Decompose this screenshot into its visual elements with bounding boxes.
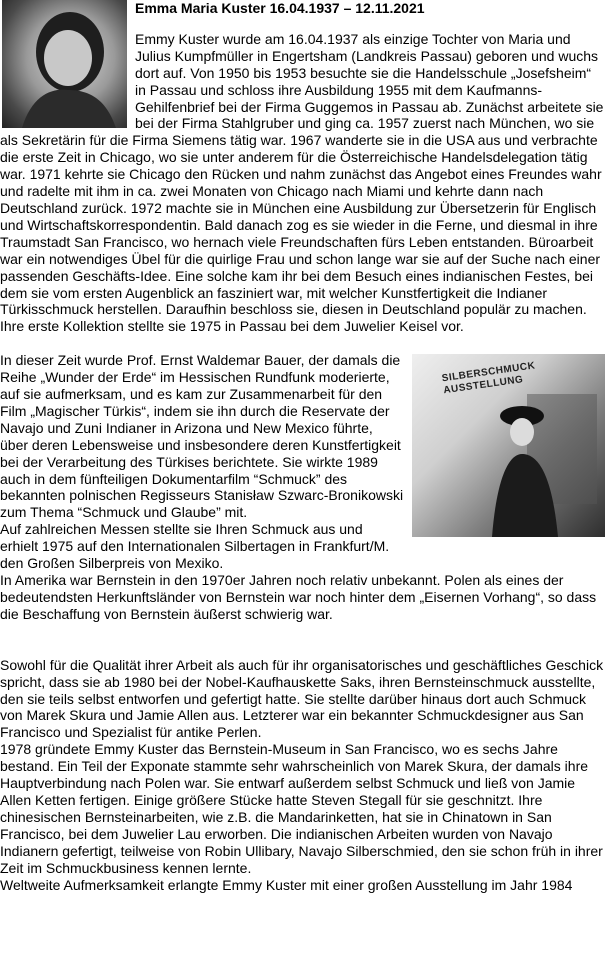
paragraph-amber-america: In Amerika war Bernstein in den 1970er Jahren noch relativ unbekannt. Polen als eines der bedeutendsten Herkunftsländer von Bernstein war noch hinter dem „Eisernen Vorhang“, so dass die Beschaffung von Bernstein äußerst schwierig war.	[0, 572, 597, 622]
portrait-photo	[2, 0, 127, 128]
page-title: Emma Maria Kuster 16.04.1937 – 12.11.2021	[135, 0, 425, 16]
paragraph-awards: Auf zahlreichen Messen stellte sie Ihren Schmuck aus und erhielt 1975 auf den Internationalen Silbertagen in Frankfurt/M. den Großen Silberpreis von Mexiko.	[0, 521, 390, 572]
exhibition-photo	[412, 354, 605, 537]
paragraph-museum: 1978 gründete Emmy Kuster das Bernstein-Museum in San Francisco, wo es sechs Jahre bestand. Ein Teil der Exponate stammte sehr wahrscheinlich von Marek Skura, der damals ihre Hauptverbindung nach Polen war. Sie entwarf außerdem selbst Schmuck und ließ von Jamie Allen Ketten fertigen. Einige größere Stücke hatte Steven Stegall für sie geschnitzt. Ihre chinesischen Bernsteinarbeiten, wie z.B. die Mandarinketten, hat sie in Chinatown in San Francisco, bei dem Juwelier Lau erworben. Die indianischen Arbeiten wurden von Navajo Indianern gefertigt, teilweise von Robin Ullibary, Navajo Silberschmied, den sie schon früh in ihrer Zeit im Schmuckbusiness kennen lernte.	[0, 741, 603, 876]
portrait-photo-icon	[2, 0, 127, 128]
paragraph-film: In dieser Zeit wurde Prof. Ernst Waldemar Bauer, der damals die Reihe „Wunder der Erde“ im Hessischen Rundfunk moderierte, auf sie aufmerksam, und es kam zur Zusammenarbeit für den Film „Magischer Türkis“, indem sie ihn durch die Reservate der Navajo und Zuni Indianer in Arizona und New Mexico führte, über deren Lebensweise und insbesondere deren Kunstfertigkeit bei der Verarbeitung des Türkises berichtete. Sie wirkte 1989 auch in dem fünfteiligen Dokumentarfilm “Schmuck” des bekannten polnischen Regisseurs Stanisław Szwarc-Bronikowski zum Thema “Schmuck und Glaube” mit.	[0, 352, 404, 521]
exhibition-photo-icon	[412, 354, 605, 537]
exhibit-sign-text: SILBERSCHMUCK AUSSTELLUNG	[441, 360, 537, 397]
paragraph-saks: Sowohl für die Qualität ihrer Arbeit als auch für ihr organisatorisches und geschäftliches Geschick spricht, dass sie ab 1980 bei der Nobel-Kaufhauskette Saks, ihren Bernsteinschmuck ausstellte, den sie teils selbst entworfen und gefertigt hatte. Sie stellte darüber hinaus dort auch Schmuck von Marek Skura und Jamie Allen aus. Letzterer war ein bekannter Schmuckdesigner aus San Francisco und Spezialist für antike Perlen.	[0, 656, 604, 741]
paragraph-exhibition-1984: Weltweite Aufmerksamkeit erlangte Emmy Kuster mit einer großen Ausstellung im Jahr 1984	[0, 876, 573, 893]
paragraph-biography-start: Emmy Kuster wurde am 16.04.1937 als einzige Tochter von Maria und Julius Kumpfmüller in Engertsham (Landkreis Passau) geboren und wuchs dort auf. Von 1950 bis 1953 besuchte sie die Handelsschule „Josefsheim“ in Passau und schloss ihre Ausbildung 1955 mit dem Kaufmanns-Gehilfenbrief bei der Firma Guggemos in Passau ab. Zunächst arbeitete sie bei der Firma Stahlgruber und ging ca. 1957 zuerst nach München, wo sie als Sekretärin für die Firma Siemens tätig war. 1967 wanderte sie in die USA aus und verbrachte die erste Zeit in Chicago, wo sie unter anderem für die Österreichische Handelsdelegation tätig war. 1971 kehrte sie Chicago den Rücken und nahm zunächst das Angebot eines Freundes wahr und radelte mit ihm in ca. zwei Monaten von Chicago nach Miami und kehrte dann nach Deutschland zurück. 1972 machte sie in München eine Ausbildung zur Übersetzerin für Englisch und Wirtschaftskorrespondentin. Bald danach zog es sie wieder in die Ferne, und diesmal in ihre Traumstadt San Francisco, wo hernach viele Freundschaften fürs Leben entstanden. Büroarbeit war ein notwendiges Übel für die quirlige Frau und schon lange war sie auf der Suche nach einer passenden Geschäfts-Idee. Eine solche kam ihr bei dem Besuch eines indianischen Festes, bei dem sie vom ersten Augenblick an fasziniert war, mit welcher Kunstfertigkeit die Indianer Türkisschmuck herstellen. Daraufhin beschloss sie, diesen in Deutschland populär zu machen. Ihre erste Kollektion stellte sie 1975 in Passau bei dem Juwelier Keisel vor.	[0, 30, 604, 335]
